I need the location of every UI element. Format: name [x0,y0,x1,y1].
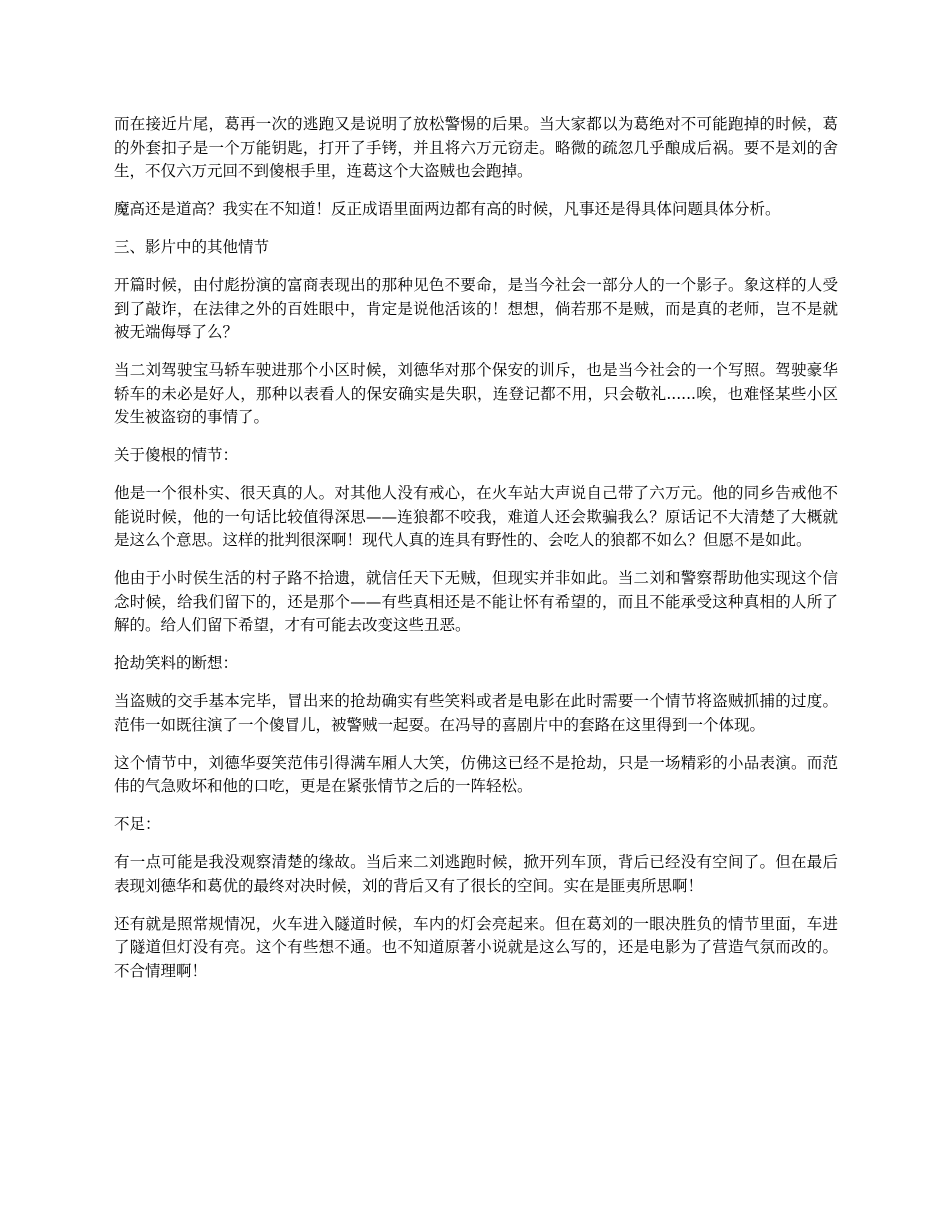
paragraph: 他是一个很朴实、很天真的人。对其他人没有戒心，在火车站大声说自己带了六万元。他的同乡告戒他不能说时候，他的一句话比较值得深思——连狼都不咬我，难道人还会欺骗我么？原话记不大清楚了大概就是这么个意思。这样的批判很深啊！现代人真的连具有野性的、会吃人的狼都不如么？但愿不是如此。 [114,484,838,549]
paragraph: 开篇时候，由付彪扮演的富商表现出的那种见色不要命，是当今社会一部分人的一个影子。象这样的人受到了敲诈，在法律之外的百姓眼中，肯定是说他活该的！想想，倘若那不是贼，而是真的老师，岂不是就被无端侮辱了么？ [114,276,838,341]
document-body [114,113,838,998]
paragraph: 而在接近片尾，葛再一次的逃跑又是说明了放松警惕的后果。当大家都以为葛绝对不可能跑掉的时候，葛的外套扣子是一个万能钥匙，打开了手铐，并且将六万元窃走。略微的疏忽几乎酿成后祸。要不是刘的舍生，不仅六万元回不到傻根手里，连葛这个大盗贼也会跑掉。 [114,115,838,180]
paragraph: 当盗贼的交手基本完毕，冒出来的抢劫确实有些笑料或者是电影在此时需要一个情节将盗贼抓捕的过度。范伟一如既往演了一个傻冒儿，被警贼一起耍。在冯导的喜剧片中的套路在这里得到一个体现。 [114,692,838,734]
section-heading: 三、影片中的其他情节 [114,238,270,256]
paragraph: 有一点可能是我没观察清楚的缘故。当后来二刘逃跑时候，掀开列车顶，背后已经没有空间了。但在最后表现刘德华和葛优的最终对决时候，刘的背后又有了很长的空间。实在是匪夷所思啊！ [114,853,838,895]
paragraph: 还有就是照常规情况，火车进入隧道时候，车内的灯会亮起来。但在葛刘的一眼决胜负的情节里面，车进了隧道但灯没有亮。这个有些想不通。也不知道原著小说就是这么写的，还是电影为了营造气氛而改的。不合情理啊！ [114,914,838,980]
subsection-heading: 关于傻根的情节： [114,446,239,464]
subsection-heading: 抢劫笑料的断想： [114,654,239,672]
paragraph: 他由于小时侯生活的村子路不拾遗，就信任天下无贼，但现实并非如此。当二刘和警察帮助他实现这个信念时候，给我们留下的，还是那个——有些真相还是不能让怀有希望的，而且不能承受这种真相的人所了解的。给人们留下希望，才有可能去改变这些丑恶。 [114,569,838,634]
subsection-heading: 不足： [114,815,161,833]
paragraph: 当二刘驾驶宝马轿车驶进那个小区时候，刘德华对那个保安的训斥，也是当今社会的一个写照。驾驶豪华轿车的未必是好人，那种以表看人的保安确实是失职，连登记都不用，只会敬礼......唉，也难怪某些小区发生被盗窃的事情了。 [114,361,838,426]
paragraph: 这个情节中，刘德华耍笑范伟引得满车厢人大笑，仿佛这已经不是抢劫，只是一场精彩的小品表演。而范伟的气急败坏和他的口吃，更是在紧张情节之后的一阵轻松。 [114,753,838,795]
paragraph: 魔高还是道高？我实在不知道！反正成语里面两边都有高的时候，凡事还是得具体问题具体分析。 [114,200,781,218]
